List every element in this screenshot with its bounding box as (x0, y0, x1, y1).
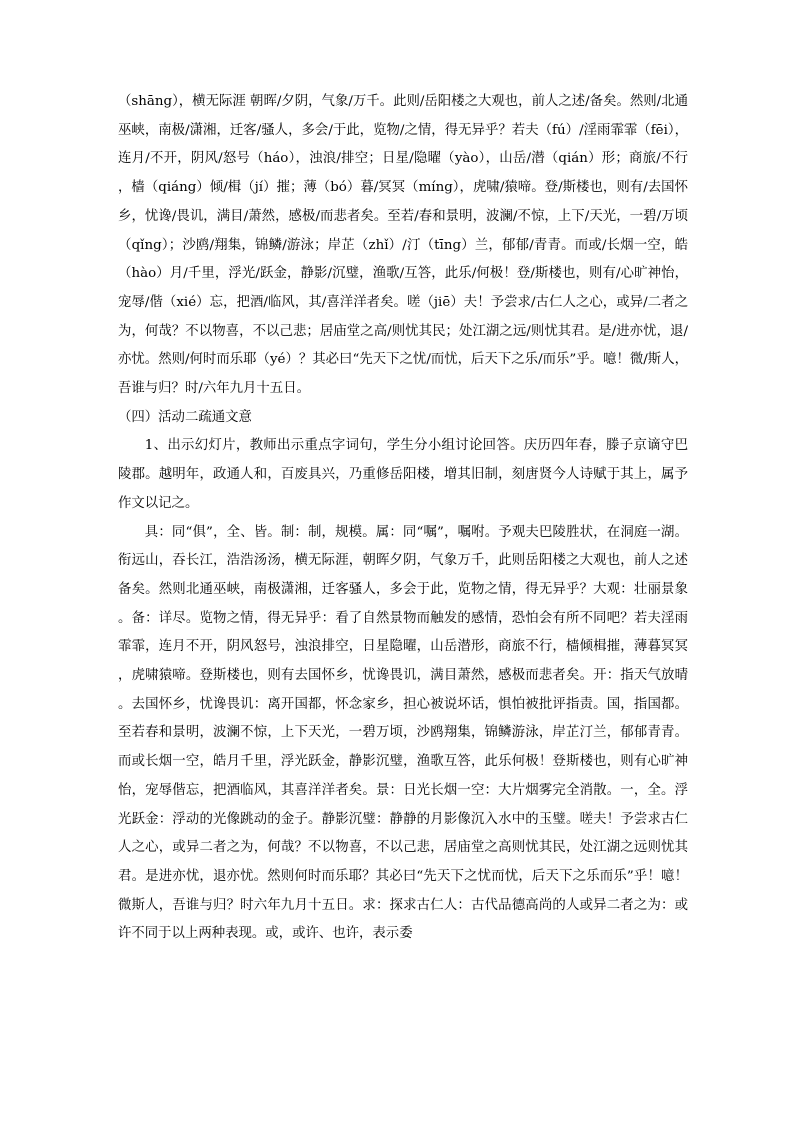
original-text-paragraph: （shāng），横无际涯 朝晖/夕阴，气象/万千。此则/岳阳楼之大观也，前人之述/备矣。然则/北通巫峡，南极/潇湘，迁客/骚人，多会/于此，览物/之情，得无异乎？若夫（fú）/淫雨霏霏（fēi），连月/不开，阴风/怒号（háo），浊浪/排空；日星/隐曜（yào），山岳/潜（qián）形；商旅/不行，樯（qiáng）倾/楫（jí）摧；薄（bó）暮/冥冥（míng），虎啸/猿啼。登/斯楼也，则有/去国怀乡，忧谗/畏讥，满目/萧然，感极/而悲者矣。至若/春和景明，波澜/不惊，上下/天光，一碧/万顷（qǐng）；沙鸥/翔集，锦鳞/游泳；岸芷（zhǐ）/汀（tīng）兰，郁郁/青青。而或/长烟一空，皓（hào）月/千里，浮光/跃金，静影/沉璧，渔歌/互答，此乐/何极！登/斯楼也，则有/心旷神怡，宠辱/偕（xié）忘，把酒/临风，其/喜洋洋者矣。嗟（jiē）夫！予尝求/古仁人之心，或异/二者之为，何哉？不以物喜，不以己悲；居庙堂之高/则忧其民；处江湖之远/则忧其君。是/进亦忧，退/亦忧。然则/何时而乐耶（yé）？其必曰“先天下之忧/而忧，后天下之乐/而乐”乎。噫！微/斯人，吾谁与归？时/六年九月十五日。 (118, 94, 688, 397)
activity-intro-paragraph: 1、出示幻灯片，教师出示重点字词句，学生分小组讨论回答。庆历四年春，滕子京谪守巴陵郡。越明年，政通人和，百废具兴，乃重修岳阳楼，增其旧制，刻唐贤今人诗赋于其上，属予作文以记之。 (118, 438, 688, 511)
section-heading: （四）活动二疏通文意 (118, 409, 252, 425)
document-page (118, 88, 688, 949)
annotations-paragraph: 具：同“俱”，全、皆。制：制，规模。属：同“嘱”，嘱咐。予观夫巴陵胜状，在洞庭一湖。衔远山，吞长江，浩浩汤汤，横无际涯，朝晖夕阴，气象万千，此则岳阳楼之大观也，前人之述备矣。然则北通巫峡，南极潇湘，迁客骚人，多会于此，览物之情，得无异乎？大观：壮丽景象。备：详尽。览物之情，得无异乎：看了自然景物而触发的感情，恐怕会有所不同吧？若夫淫雨霏霏，连月不开，阴风怒号，浊浪排空，日星隐曜，山岳潜形，商旅不行，樯倾楫摧，薄暮冥冥，虎啸猿啼。登斯楼也，则有去国怀乡，忧谗畏讥，满目萧然，感极而悲者矣。开：指天气放晴。去国怀乡，忧谗畏讥：离开国都，怀念家乡，担心被说坏话，惧怕被批评指责。国，指国都。至若春和景明，波澜不惊，上下天光，一碧万顷，沙鸥翔集，锦鳞游泳，岸芷汀兰，郁郁青青。而或长烟一空，皓月千里，浮光跃金，静影沉璧，渔歌互答，此乐何极！登斯楼也，则有心旷神怡，宠辱偕忘，把酒临风，其喜洋洋者矣。景：日光长烟一空：大片烟雾完全消散。一，全。浮光跃金：浮动的光像跳动的金子。静影沉璧：静静的月影像沉入水中的玉璧。嗟夫！予尝求古仁人之心，或异二者之为，何哉？不以物喜，不以己悲，居庙堂之高则忧其民，处江湖之远则忧其君。是进亦忧，退亦忧。然则何时而乐耶？其必曰“先天下之忧而忧，后天下之乐而乐”乎！噫！微斯人，吾谁与归？时六年九月十五日。求：探求古仁人：古代品德高尚的人或异二者之为：或许不同于以上两种表现。或，或许、也许，表示委 (118, 524, 688, 942)
